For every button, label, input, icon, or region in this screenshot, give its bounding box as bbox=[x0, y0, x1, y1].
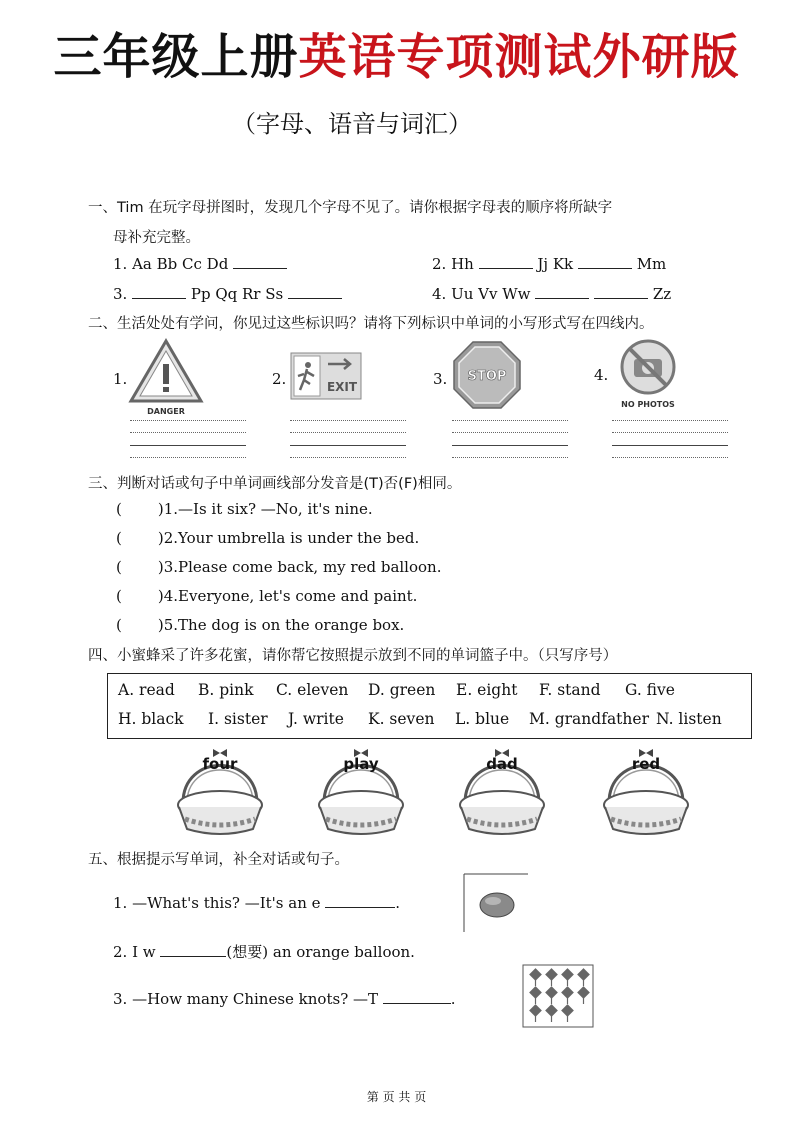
word-option: H. black bbox=[118, 710, 184, 728]
page-title bbox=[0, 22, 793, 92]
s5-q1-text: 1. —What's this? —It's an e bbox=[113, 894, 321, 912]
item-text: Everyone, let's come and paint. bbox=[178, 587, 418, 605]
four-line-grid-1[interactable] bbox=[130, 418, 246, 458]
section3-heading: 三、判断对话或句子中单词画线部分发音是(T)否(F)相同。 bbox=[88, 476, 462, 492]
answer-blank[interactable] bbox=[233, 254, 287, 269]
answer-paren-open[interactable]: ( bbox=[116, 500, 122, 518]
sign-number-2: 2. bbox=[272, 370, 287, 388]
basket-label: red bbox=[631, 755, 661, 773]
sign2-text: EXIT bbox=[326, 380, 358, 394]
answer-paren-open[interactable]: ( bbox=[116, 587, 122, 605]
sign-number-3: 3. bbox=[433, 370, 448, 388]
s1-q2-text-a: 2. Hh bbox=[432, 255, 474, 273]
s5-q2-text: 2. I w bbox=[113, 943, 156, 961]
answer-paren-open[interactable]: ( bbox=[116, 529, 122, 547]
s1-q3-text-a: 3. bbox=[113, 285, 128, 303]
section1-heading: 一、Tim 在玩字母拼图时，发现几个字母不见了。请你根据字母表的顺序将所缺字 bbox=[88, 200, 613, 216]
exit-sign-icon bbox=[290, 352, 362, 400]
sign1-text: DANGER bbox=[147, 407, 185, 416]
no-photos-sign-icon bbox=[610, 337, 686, 411]
answer-blank[interactable] bbox=[578, 254, 632, 269]
word-option: L. blue bbox=[455, 710, 510, 728]
sign-number-4: 4. bbox=[594, 366, 609, 384]
word-option: K. seven bbox=[368, 710, 435, 728]
s1-question-3 bbox=[113, 284, 342, 303]
word-option: G. five bbox=[625, 681, 675, 699]
s5-q2-end: (想要) an orange balloon. bbox=[226, 943, 415, 961]
item-text: Please come back, my red balloon. bbox=[178, 558, 442, 576]
s1-q2-text-c: Mm bbox=[636, 255, 667, 273]
basket-dad[interactable] bbox=[457, 743, 547, 838]
answer-paren-open[interactable]: ( bbox=[116, 616, 122, 634]
page-subtitle: （字母、语音与词汇） bbox=[232, 110, 472, 138]
sign3-text: STOP bbox=[467, 369, 507, 384]
egg-picture bbox=[462, 872, 530, 934]
word-option: I. sister bbox=[208, 710, 268, 728]
s1-q4-text-a: 4. Uu Vv Ww bbox=[432, 285, 531, 303]
item-number: )1. bbox=[157, 500, 179, 518]
answer-paren-open[interactable]: ( bbox=[116, 558, 122, 576]
s1-q3-text-b: Pp Qq Rr Ss bbox=[190, 285, 284, 303]
item-number: )4. bbox=[157, 587, 179, 605]
s1-question-4 bbox=[432, 284, 671, 303]
basket-label: dad bbox=[486, 755, 518, 773]
answer-blank[interactable] bbox=[535, 284, 589, 299]
answer-blank[interactable] bbox=[288, 284, 342, 299]
section5-heading: 五、根据提示写单词，补全对话或句子。 bbox=[88, 852, 349, 868]
answer-blank[interactable] bbox=[479, 254, 533, 269]
answer-blank[interactable] bbox=[383, 989, 451, 1004]
word-option: C. eleven bbox=[276, 681, 349, 699]
s1-q1-text: 1. Aa Bb Cc Dd bbox=[113, 255, 229, 273]
section4-heading: 四、小蜜蜂采了许多花蜜，请你帮它按照提示放到不同的单词篮子中。（只写序号） bbox=[88, 648, 618, 664]
basket-label: four bbox=[202, 755, 238, 773]
chinese-knots-picture bbox=[522, 964, 594, 1028]
danger-sign-icon bbox=[128, 338, 204, 418]
section2-heading: 二、生活处处有学问，你见过这些标识吗？请将下列标识中单词的小写形式写在四线内。 bbox=[88, 316, 654, 332]
item-number: )2. bbox=[157, 529, 179, 547]
s3-item-4 bbox=[116, 587, 417, 605]
s5-question-3 bbox=[113, 989, 456, 1008]
sign4-text: NO PHOTOS bbox=[621, 400, 675, 409]
word-option: J. write bbox=[288, 710, 344, 728]
basket-play[interactable] bbox=[316, 743, 406, 838]
word-bank-box bbox=[107, 673, 752, 739]
section1-heading-cont: 母补充完整。 bbox=[113, 230, 200, 246]
word-option: N. listen bbox=[656, 710, 722, 728]
page-footer: 第 页 共 页 bbox=[366, 1090, 427, 1104]
answer-blank[interactable] bbox=[160, 942, 226, 957]
word-option: E. eight bbox=[456, 681, 518, 699]
word-bank-row-1 bbox=[118, 681, 675, 699]
item-text: —Is it six? —No, it's nine. bbox=[178, 500, 373, 518]
s1-question-2 bbox=[432, 254, 666, 273]
four-line-grid-3[interactable] bbox=[452, 418, 568, 458]
word-bank-row-2 bbox=[118, 710, 722, 728]
item-number: )3. bbox=[157, 558, 179, 576]
basket-label: play bbox=[343, 755, 379, 773]
word-option: D. green bbox=[368, 681, 436, 699]
sign-number-1: 1. bbox=[113, 370, 128, 388]
answer-blank[interactable] bbox=[325, 893, 395, 908]
item-number: )5. bbox=[157, 616, 179, 634]
s5-q3-end: . bbox=[450, 990, 456, 1008]
basket-four[interactable] bbox=[175, 743, 265, 838]
s5-question-1 bbox=[113, 893, 400, 912]
s1-question-1 bbox=[113, 254, 287, 273]
word-option: F. stand bbox=[539, 681, 601, 699]
title-grade: 三年级上册 bbox=[53, 29, 299, 85]
s3-item-3 bbox=[116, 558, 441, 576]
s3-item-1 bbox=[116, 500, 373, 518]
title-subject: 英语专项测试外研版 bbox=[298, 29, 740, 85]
answer-blank[interactable] bbox=[132, 284, 186, 299]
stop-sign-icon bbox=[452, 340, 522, 410]
s5-q3-text: 3. —How many Chinese knots? —T bbox=[113, 990, 379, 1008]
word-option: B. pink bbox=[198, 681, 254, 699]
item-text: Your umbrella is under the bed. bbox=[178, 529, 420, 547]
s5-q1-end: . bbox=[395, 894, 401, 912]
s3-item-5 bbox=[116, 616, 404, 634]
basket-red[interactable] bbox=[601, 743, 691, 838]
item-text: The dog is on the orange box. bbox=[178, 616, 405, 634]
word-option: M. grandfather bbox=[529, 710, 649, 728]
four-line-grid-2[interactable] bbox=[290, 418, 406, 458]
s1-q2-text-b: Jj Kk bbox=[537, 255, 574, 273]
answer-blank[interactable] bbox=[594, 284, 648, 299]
four-line-grid-4[interactable] bbox=[612, 418, 728, 458]
s1-q4-text-b: Zz bbox=[652, 285, 672, 303]
s5-question-2 bbox=[113, 941, 415, 962]
s3-item-2 bbox=[116, 529, 419, 547]
word-option: A. read bbox=[118, 681, 175, 699]
